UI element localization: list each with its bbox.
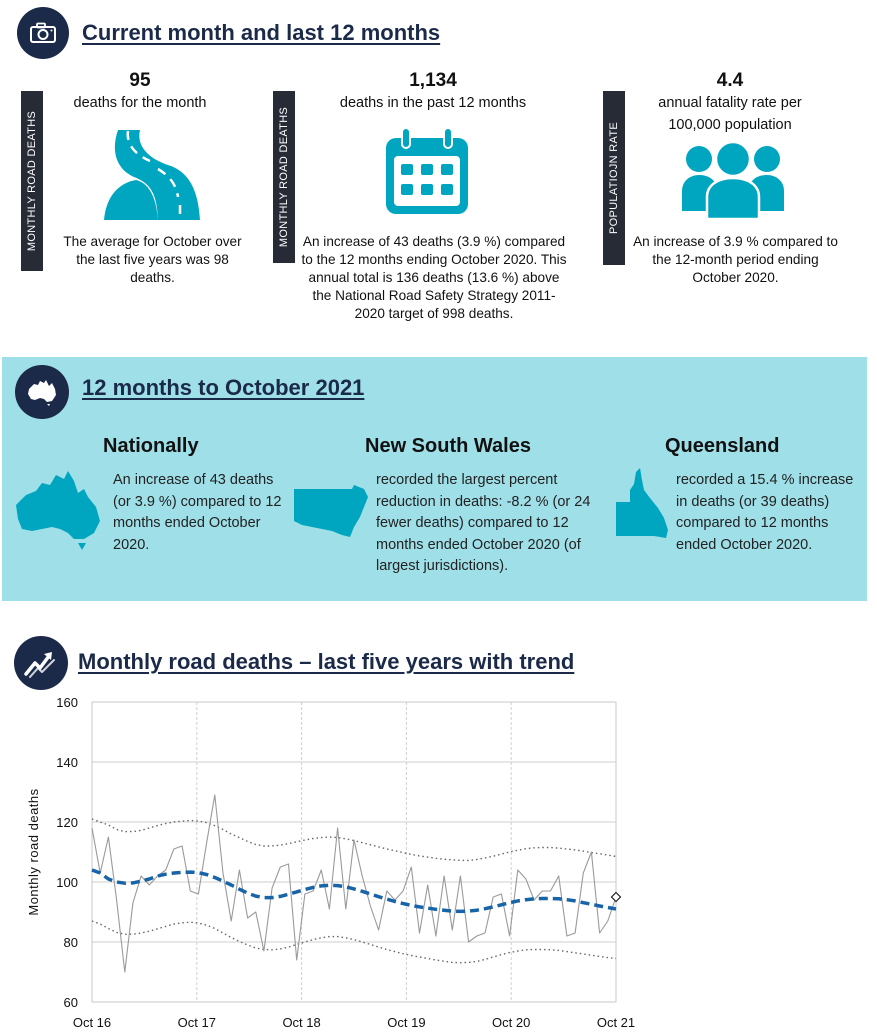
australia-map-icon [25, 377, 59, 407]
y-tick-label: 60 [63, 995, 78, 1010]
section-title-12-months: 12 months to October 2021 [82, 375, 365, 400]
fatality-rate-description: An increase of 3.9 % compared to the 12-month period ending October 2020. [633, 234, 838, 285]
road-icon [100, 125, 204, 220]
monthly-deaths-description: The average for October over the last five years was 98 deaths. [63, 234, 242, 285]
side-label-monthly-road-deaths: MONTHLY ROAD DEATHS [21, 91, 43, 271]
australia-map-icon [14, 467, 102, 551]
monthly-road-deaths-chart [0, 690, 877, 1033]
camera-icon-badge [17, 7, 69, 59]
region-text-qld: recorded a 15.4 % increase in deaths (or 39 deaths) compared to 12 months ended October 2020. [676, 472, 854, 553]
annual-deaths-description: An increase of 43 deaths (3.9 %) compared to the 12 months ending October 2020. This annual total is 136 deaths (13.6 %) above the National Road Safety Strategy 2011-2020 target of 998 deaths. [301, 234, 567, 321]
calendar-icon [384, 126, 470, 216]
people-icon [680, 141, 786, 219]
australia-icon-badge [15, 365, 69, 419]
camera-icon [29, 22, 57, 44]
plot-area-border [92, 702, 616, 1002]
nsw-map-icon [292, 485, 372, 540]
region-title-national: Nationally [103, 435, 199, 457]
trend-icon-badge [14, 636, 68, 690]
side-label-population-rate: POPULATIOJN RATE [603, 91, 625, 265]
x-tick-label: Oct 20 [492, 1015, 531, 1030]
x-tick-label: Oct 16 [72, 1015, 112, 1030]
qld-map-icon [614, 468, 670, 540]
monthly-deaths-value: 95 [129, 70, 151, 91]
x-tick-label: Oct 18 [282, 1015, 321, 1030]
side-label-monthly-road-deaths-2: MONTHLY ROAD DEATHS [273, 91, 295, 263]
fatality-rate-caption: annual fatality rate per 100,000 population [658, 95, 802, 133]
region-text-national: An increase of 43 deaths (or 3.9 %) compared to 12 months ended October 2020. [113, 472, 282, 553]
series-line-trend [92, 870, 616, 911]
y-tick-label: 100 [56, 875, 78, 890]
x-tick-label: Oct 17 [177, 1015, 216, 1030]
latest-month-marker [612, 893, 621, 902]
x-tick-label: Oct 21 [596, 1015, 636, 1030]
y-tick-label: 160 [56, 695, 78, 710]
region-title-nsw: New South Wales [365, 435, 531, 457]
section-title-monthly-road-deaths: Monthly road deaths – last five years with trend [78, 649, 575, 674]
region-title-qld: Queensland [665, 435, 780, 457]
y-tick-label: 120 [56, 815, 78, 830]
monthly-deaths-caption: deaths for the month [73, 95, 207, 111]
y-tick-label: 80 [63, 935, 78, 950]
y-tick-label: 140 [56, 755, 78, 770]
x-tick-label: Oct 19 [387, 1015, 426, 1030]
annual-deaths-value: 1,134 [409, 70, 457, 91]
section-title-current-month: Current month and last 12 months [82, 20, 441, 45]
annual-deaths-caption: deaths in the past 12 months [339, 95, 527, 111]
trend-chart-icon [24, 648, 58, 678]
y-axis-label: Monthly road deaths [26, 788, 41, 916]
region-text-nsw: recorded the largest percent reduction in deaths: -8.2 % (or 24 fewer deaths) compared to 12 months ended October 2020 (of largest jurisdictions). [376, 472, 591, 574]
fatality-rate-value: 4.4 [716, 70, 744, 91]
